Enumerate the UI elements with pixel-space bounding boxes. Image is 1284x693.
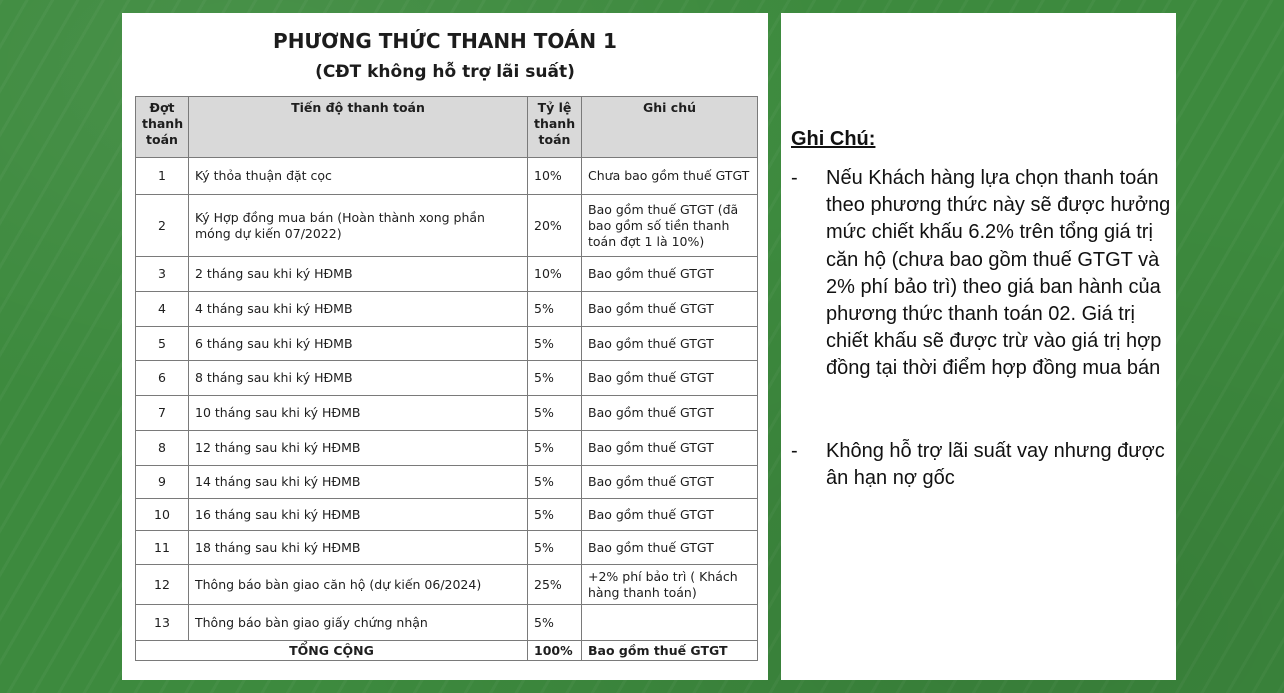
table-row bbox=[136, 531, 758, 565]
row-rate: 5% bbox=[528, 327, 582, 361]
note-item bbox=[791, 165, 1171, 410]
row-rate: 5% bbox=[528, 361, 582, 396]
row-stage: 2 bbox=[136, 195, 189, 257]
row-stage: 4 bbox=[136, 292, 189, 327]
row-note: Chưa bao gồm thuế GTGT bbox=[582, 158, 758, 195]
row-stage: 7 bbox=[136, 396, 189, 431]
row-rate: 5% bbox=[528, 431, 582, 466]
row-note: +2% phí bảo trì ( Khách hàng thanh toán) bbox=[582, 565, 758, 605]
row-stage: 9 bbox=[136, 466, 189, 499]
row-rate: 5% bbox=[528, 292, 582, 327]
table-row bbox=[136, 327, 758, 361]
row-stage: 3 bbox=[136, 257, 189, 292]
total-label: TỔNG CỘNG bbox=[136, 641, 528, 661]
row-note bbox=[582, 605, 758, 641]
table-row bbox=[136, 396, 758, 431]
header-progress: Tiến độ thanh toán bbox=[189, 97, 528, 158]
note-bullet: - bbox=[791, 440, 798, 462]
payment-schedule-panel bbox=[122, 13, 768, 680]
page-subtitle: (CĐT không hỗ trợ lãi suất) bbox=[315, 62, 575, 82]
notes-title: Ghi Chú: bbox=[791, 128, 876, 150]
table-row bbox=[136, 565, 758, 605]
row-note: Bao gồm thuế GTGT bbox=[582, 396, 758, 431]
row-note: Bao gồm thuế GTGT bbox=[582, 257, 758, 292]
row-progress: Ký thỏa thuận đặt cọc bbox=[189, 158, 528, 195]
row-stage: 8 bbox=[136, 431, 189, 466]
row-progress: 10 tháng sau khi ký HĐMB bbox=[189, 396, 528, 431]
row-note: Bao gồm thuế GTGT bbox=[582, 499, 758, 531]
row-stage: 13 bbox=[136, 605, 189, 641]
note-item bbox=[791, 438, 1171, 498]
table-row bbox=[136, 466, 758, 499]
note-bullet: - bbox=[791, 167, 798, 189]
row-progress: 2 tháng sau khi ký HĐMB bbox=[189, 257, 528, 292]
row-progress: 6 tháng sau khi ký HĐMB bbox=[189, 327, 528, 361]
header-note: Ghi chú bbox=[582, 97, 758, 158]
row-stage: 11 bbox=[136, 531, 189, 565]
table-row bbox=[136, 292, 758, 327]
row-progress: 12 tháng sau khi ký HĐMB bbox=[189, 431, 528, 466]
row-rate: 5% bbox=[528, 605, 582, 641]
row-progress: Thông báo bàn giao căn hộ (dự kiến 06/2024) bbox=[189, 565, 528, 605]
table-header-row bbox=[136, 97, 758, 158]
table-row bbox=[136, 431, 758, 466]
total-rate: 100% bbox=[528, 641, 582, 661]
row-progress: Thông báo bàn giao giấy chứng nhận bbox=[189, 605, 528, 641]
row-rate: 5% bbox=[528, 396, 582, 431]
row-progress: 4 tháng sau khi ký HĐMB bbox=[189, 292, 528, 327]
note-text: Nếu Khách hàng lựa chọn thanh toán theo phương thức này sẽ được hưởng mức chiết khấu 6.2% trên tổng giá trị căn hộ (chưa bao gồm thuế GTGT và 2% phí bảo trì) theo giá ban hành của phương thức thanh toán 02. Giá trị chiết khấu sẽ được trừ vào giá trị hợp đồng tại thời điểm hợp đồng mua bán bbox=[826, 167, 1171, 380]
row-progress: 16 tháng sau khi ký HĐMB bbox=[189, 499, 528, 531]
payment-schedule-table bbox=[135, 96, 758, 661]
table-row bbox=[136, 257, 758, 292]
row-rate: 5% bbox=[528, 531, 582, 565]
row-note: Bao gồm thuế GTGT (đã bao gồm số tiền thanh toán đợt 1 là 10%) bbox=[582, 195, 758, 257]
row-stage: 6 bbox=[136, 361, 189, 396]
table-row bbox=[136, 499, 758, 531]
row-rate: 20% bbox=[528, 195, 582, 257]
notes-panel bbox=[781, 13, 1176, 680]
note-text: Không hỗ trợ lãi suất vay nhưng được ân hạn nợ gốc bbox=[826, 440, 1165, 490]
row-note: Bao gồm thuế GTGT bbox=[582, 361, 758, 396]
row-rate: 5% bbox=[528, 499, 582, 531]
row-progress: 8 tháng sau khi ký HĐMB bbox=[189, 361, 528, 396]
row-stage: 1 bbox=[136, 158, 189, 195]
table-row bbox=[136, 195, 758, 257]
page-title: PHƯƠNG THỨC THANH TOÁN 1 bbox=[273, 29, 617, 53]
row-note: Bao gồm thuế GTGT bbox=[582, 466, 758, 499]
row-rate: 25% bbox=[528, 565, 582, 605]
row-stage: 12 bbox=[136, 565, 189, 605]
row-stage: 10 bbox=[136, 499, 189, 531]
row-stage: 5 bbox=[136, 327, 189, 361]
row-rate: 5% bbox=[528, 466, 582, 499]
header-rate: Tỷ lệ thanh toán bbox=[528, 97, 582, 158]
table-row bbox=[136, 361, 758, 396]
row-note: Bao gồm thuế GTGT bbox=[582, 292, 758, 327]
header-stage: Đợt thanh toán bbox=[136, 97, 189, 158]
total-note: Bao gồm thuế GTGT bbox=[582, 641, 758, 661]
row-note: Bao gồm thuế GTGT bbox=[582, 531, 758, 565]
row-rate: 10% bbox=[528, 257, 582, 292]
row-rate: 10% bbox=[528, 158, 582, 195]
total-row bbox=[136, 641, 758, 661]
row-progress: Ký Hợp đồng mua bán (Hoàn thành xong phần móng dự kiến 07/2022) bbox=[189, 195, 528, 257]
row-note: Bao gồm thuế GTGT bbox=[582, 431, 758, 466]
table-row bbox=[136, 158, 758, 195]
row-progress: 14 tháng sau khi ký HĐMB bbox=[189, 466, 528, 499]
table-row bbox=[136, 605, 758, 641]
row-progress: 18 tháng sau khi ký HĐMB bbox=[189, 531, 528, 565]
row-note: Bao gồm thuế GTGT bbox=[582, 327, 758, 361]
